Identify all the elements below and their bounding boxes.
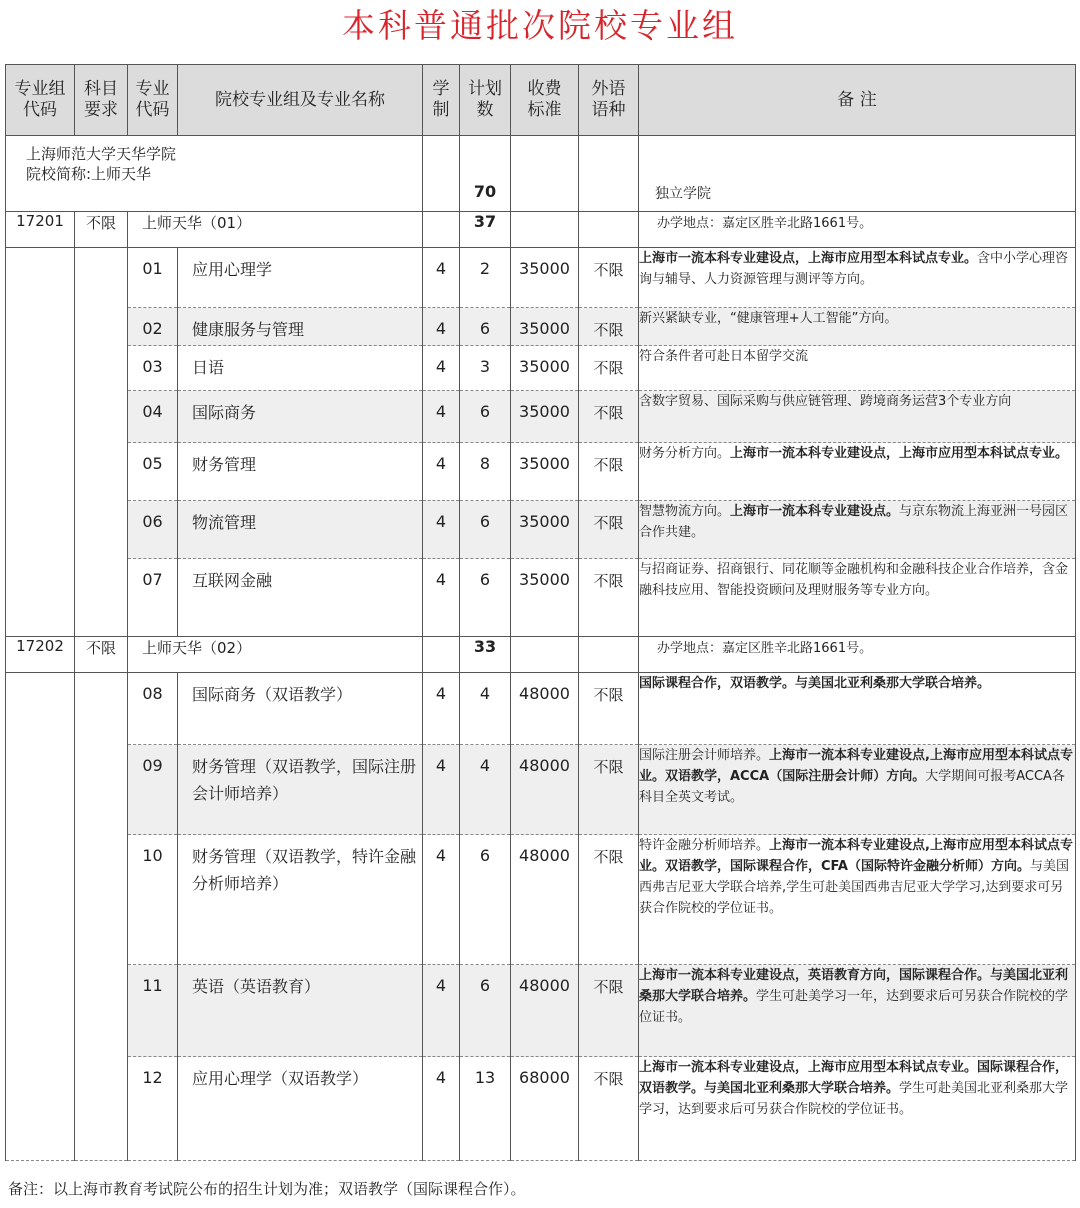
- major-note: [639, 673, 1076, 745]
- major-note: [639, 308, 1076, 346]
- major-name: 财务管理（双语教学，特许金融分析师培养）: [192, 847, 417, 893]
- major-row: [6, 745, 1076, 835]
- group-note: 办学地点：嘉定区胜辛北路1661号。: [639, 212, 1076, 248]
- note-bold: 上海市一流本科专业建设点。: [730, 504, 900, 519]
- major-plan: 8: [479, 454, 491, 473]
- header-major-code: 专业代码: [128, 65, 178, 136]
- major-lang: 不限: [593, 404, 624, 422]
- note-plain: 符合条件者可赴日本留学交流: [639, 349, 809, 364]
- major-lang: 不限: [593, 261, 624, 279]
- note-plain: 学生可赴美学习一年，达到要求后可另获合作院校的学位证书。: [639, 989, 1069, 1025]
- major-fee: 35000: [519, 454, 570, 473]
- major-name: 日语: [192, 358, 225, 377]
- major-years: 4: [435, 570, 447, 589]
- major-fee: 35000: [519, 402, 570, 421]
- note-bold: 上海市一流本科专业建设点，上海市应用型本科试点专业。国际课程合作，双语教学。与美国北亚利桑那大学联合培养。: [639, 1060, 1069, 1096]
- major-fee: 48000: [519, 976, 570, 995]
- major-lang: 不限: [593, 758, 624, 776]
- major-lang: 不限: [593, 359, 624, 377]
- header-subject-req: 科目要求: [75, 65, 128, 136]
- note-plain: 含数字贸易、国际采购与供应链管理、跨境商务运营3个专业方向: [639, 394, 1012, 409]
- major-note: [639, 835, 1076, 965]
- group-row: [6, 212, 1076, 248]
- major-fee: 35000: [519, 512, 570, 531]
- note-plain: 与京东物流上海亚洲一号园区合作共建。: [639, 504, 1069, 540]
- major-row: [6, 248, 1076, 308]
- group-code: 17201: [6, 212, 75, 248]
- major-row: [6, 391, 1076, 443]
- note-pre: 财务分析方向。: [639, 446, 731, 461]
- major-plan: 6: [479, 512, 491, 531]
- major-row: [6, 346, 1076, 391]
- major-note: [639, 443, 1076, 501]
- major-row: [6, 559, 1076, 637]
- major-name: 国际商务: [192, 403, 257, 422]
- major-code: 04: [142, 402, 163, 421]
- school-abbr: 院校简称:上师天华: [26, 165, 152, 183]
- group-name: 上师天华（02）: [128, 637, 423, 673]
- header-lang: 外语语种: [579, 65, 639, 136]
- major-years: 4: [435, 976, 447, 995]
- major-plan: 6: [479, 846, 491, 865]
- major-plan: 4: [479, 756, 491, 775]
- major-code: 01: [142, 259, 163, 278]
- major-note: [639, 965, 1076, 1057]
- group-subject: 不限: [75, 637, 128, 673]
- major-row: [6, 965, 1076, 1057]
- major-fee: 35000: [519, 570, 570, 589]
- table-header-row: [6, 65, 1076, 136]
- major-row: [6, 501, 1076, 559]
- major-lang: 不限: [593, 1070, 624, 1088]
- major-lang: 不限: [593, 686, 624, 704]
- major-fee: 35000: [519, 357, 570, 376]
- group-plan: 37: [460, 212, 511, 248]
- note-plain: 大学期间可报考ACCA各科目全英文考试。: [639, 769, 1065, 805]
- major-plan: 3: [479, 357, 491, 376]
- major-note: [639, 559, 1076, 637]
- major-code: 12: [142, 1068, 163, 1087]
- major-name: 英语（英语教育）: [192, 977, 321, 996]
- group-code: 17202: [6, 637, 75, 673]
- major-code: 02: [142, 319, 163, 338]
- header-plan: 计划数: [460, 65, 511, 136]
- major-name: 应用心理学（双语教学）: [192, 1069, 369, 1088]
- major-code: 05: [142, 454, 163, 473]
- note-bold: 上海市一流本科专业建设点，上海市应用型本科试点专业。: [639, 251, 978, 266]
- school-row: [6, 136, 1076, 212]
- group-row: [6, 637, 1076, 673]
- major-years: 4: [435, 846, 447, 865]
- note-plain: 与招商证券、招商银行、同花顺等金融机构和金融科技企业合作培养，含金融科技应用、智能投资顾问及理财服务等专业方向。: [639, 562, 1069, 598]
- major-fee: 35000: [519, 259, 570, 278]
- major-code: 06: [142, 512, 163, 531]
- school-name: 上海师范大学天华学院: [26, 145, 177, 163]
- major-years: 4: [435, 512, 447, 531]
- note-plain: 与美国西弗吉尼亚大学联合培养,学生可赴美国西弗吉尼亚大学学习,达到要求可另获合作院校的学位证书。: [639, 859, 1070, 916]
- footer-note: 备注：以上海市教育考试院公布的招生计划为准；双语教学（国际课程合作）。: [8, 1180, 526, 1198]
- header-group-code: 专业组代码: [6, 65, 75, 136]
- note-bold: 上海市一流本科专业建设点，上海市应用型本科试点专业。: [730, 446, 1069, 461]
- note-pre: 特许金融分析师培养。: [639, 838, 770, 853]
- major-fee: 68000: [519, 1068, 570, 1087]
- school-note: 独立学院: [639, 136, 1076, 212]
- major-plan: 13: [474, 1068, 496, 1087]
- major-lang: 不限: [593, 572, 624, 590]
- header-fee: 收费标准: [511, 65, 579, 136]
- admissions-table: [5, 64, 1076, 1161]
- major-lang: 不限: [593, 321, 624, 339]
- major-lang: 不限: [593, 514, 624, 532]
- major-note: [639, 391, 1076, 443]
- major-plan: 6: [479, 319, 491, 338]
- major-code: 08: [142, 684, 163, 703]
- major-years: 4: [435, 402, 447, 421]
- group-plan: 33: [460, 637, 511, 673]
- major-name: 财务管理: [192, 455, 257, 474]
- major-fee: 48000: [519, 846, 570, 865]
- major-name: 财务管理（双语教学，国际注册会计师培养）: [192, 757, 417, 803]
- major-code: 09: [142, 756, 163, 775]
- major-years: 4: [435, 684, 447, 703]
- major-lang: 不限: [593, 848, 624, 866]
- major-plan: 4: [479, 684, 491, 703]
- major-name: 健康服务与管理: [192, 320, 305, 339]
- major-plan: 6: [479, 570, 491, 589]
- major-fee: 48000: [519, 756, 570, 775]
- note-plain: 新兴紧缺专业，“健康管理+人工智能”方向。: [639, 311, 898, 326]
- major-row: [6, 673, 1076, 745]
- major-years: 4: [435, 1068, 447, 1087]
- major-name: 互联网金融: [192, 571, 273, 590]
- note-bold: 上海市一流本科专业建设点，英语教育方向，国际课程合作。与美国北亚利桑那大学联合培养。: [639, 968, 1069, 1004]
- school-plan: 70: [473, 182, 497, 201]
- major-code: 10: [142, 846, 163, 865]
- major-fee: 35000: [519, 319, 570, 338]
- group-name: 上师天华（01）: [128, 212, 423, 248]
- major-years: 4: [435, 454, 447, 473]
- major-code: 07: [142, 570, 163, 589]
- major-years: 4: [435, 319, 447, 338]
- note-bold: 上海市一流本科专业建设点,上海市应用型本科试点专业。双语教学，ACCA（国际注册会计师）方向。: [639, 748, 1073, 784]
- major-note: [639, 346, 1076, 391]
- note-pre: 智慧物流方向。: [639, 504, 731, 519]
- major-name: 物流管理: [192, 513, 257, 532]
- group-subject: 不限: [75, 212, 128, 248]
- major-plan: 6: [479, 976, 491, 995]
- header-note: 备 注: [639, 65, 1076, 136]
- note-plain: 学生可赴美国北亚利桑那大学学习，达到要求后可另获合作院校的学位证书。: [639, 1081, 1069, 1117]
- header-name: 院校专业组及专业名称: [178, 65, 423, 136]
- major-note: [639, 501, 1076, 559]
- major-plan: 2: [479, 259, 491, 278]
- major-lang: 不限: [593, 978, 624, 996]
- note-bold: 国际课程合作，双语教学。与美国北亚利桑那大学联合培养。: [639, 676, 991, 691]
- major-note: [639, 745, 1076, 835]
- major-note: [639, 1057, 1076, 1161]
- major-plan: 6: [479, 402, 491, 421]
- major-row: [6, 308, 1076, 346]
- major-name: 国际商务（双语教学）: [192, 685, 353, 704]
- header-years: 学制: [423, 65, 460, 136]
- major-years: 4: [435, 259, 447, 278]
- major-code: 11: [142, 976, 163, 995]
- major-code: 03: [142, 357, 163, 376]
- major-note: [639, 248, 1076, 308]
- major-row: [6, 443, 1076, 501]
- major-years: 4: [435, 756, 447, 775]
- major-row: [6, 835, 1076, 965]
- note-plain: 含中小学心理咨询与辅导、人力资源管理与测评等方向。: [639, 251, 1069, 287]
- page-title: 本科普通批次院校专业组: [342, 6, 738, 45]
- major-fee: 48000: [519, 684, 570, 703]
- note-bold: 上海市一流本科专业建设点,上海市应用型本科试点专业。双语教学，国际课程合作，CFA（国际特许金融分析师）方向。: [639, 838, 1073, 874]
- major-lang: 不限: [593, 456, 624, 474]
- major-name: 应用心理学: [192, 260, 273, 279]
- group-note: 办学地点：嘉定区胜辛北路1661号。: [639, 637, 1076, 673]
- note-pre: 国际注册会计师培养。: [639, 748, 770, 763]
- major-row: [6, 1057, 1076, 1161]
- major-years: 4: [435, 357, 447, 376]
